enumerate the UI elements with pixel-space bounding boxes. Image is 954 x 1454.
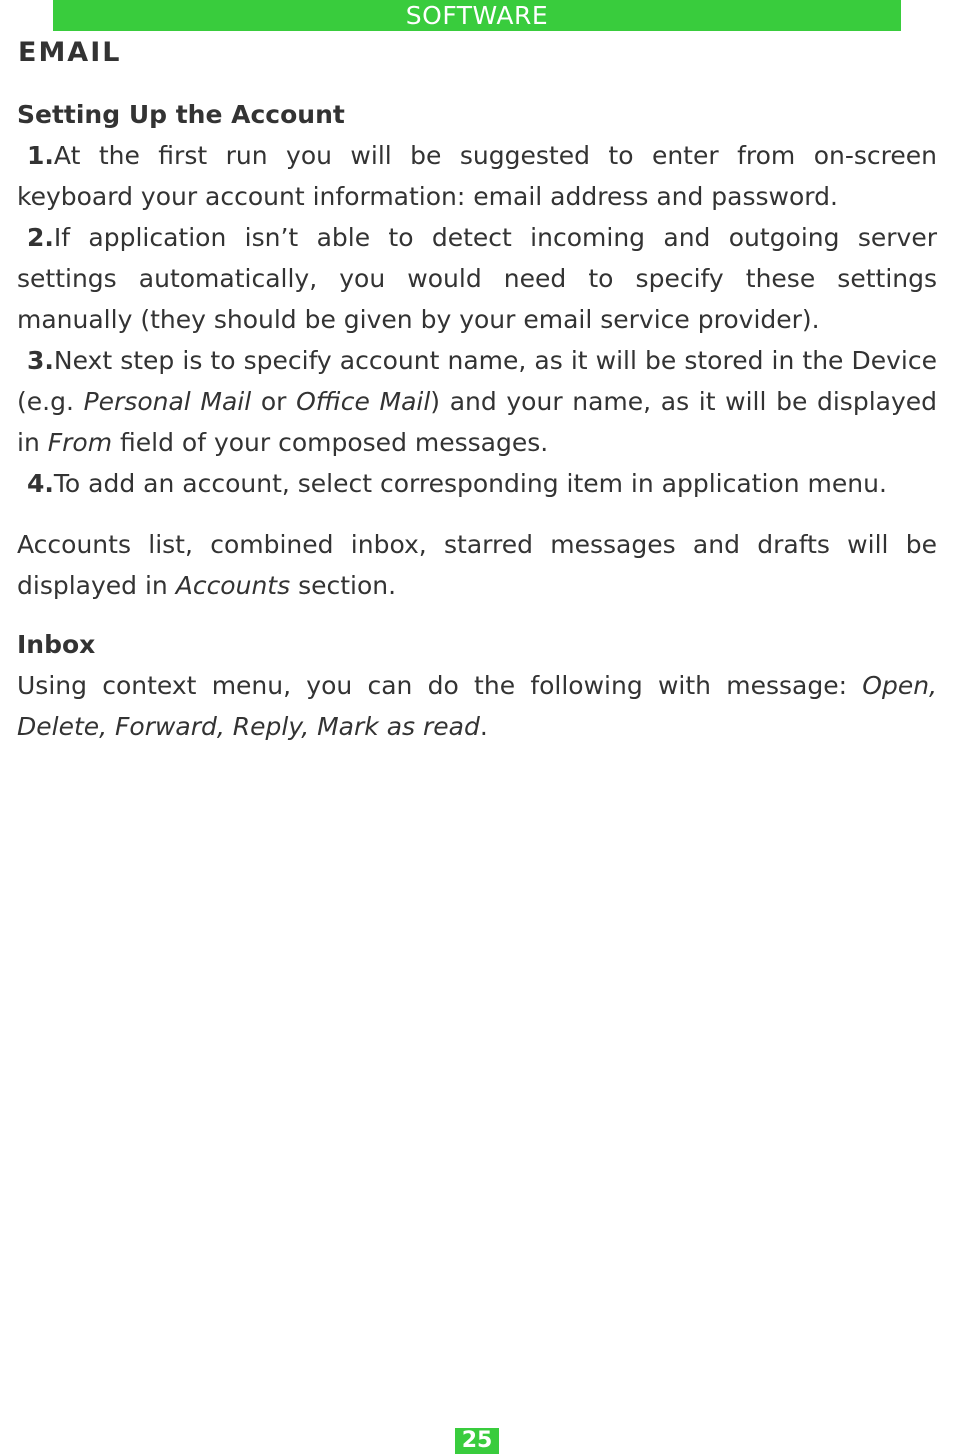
list-item <box>17 135 937 217</box>
note-text: section. <box>290 571 397 600</box>
inbox-actions: Open, Delete, Forward, Reply, Mark as read <box>17 671 937 741</box>
step-text: Next step is to specify account name, as it will be stored in the Device (e.g. <box>17 346 937 416</box>
note-text: Accounts list, combined inbox, starred messages and drafts will be displayed in <box>17 530 937 600</box>
example-personal-mail: Personal Mail <box>83 387 252 416</box>
setup-heading: Setting Up the Account <box>17 100 345 129</box>
inbox-heading: Inbox <box>17 630 96 659</box>
step-number: 2. <box>27 223 54 252</box>
section-title: EMAIL <box>18 37 122 68</box>
step-text: At the first run you will be suggested to enter from on-screen keyboard your account information: email address and password. <box>17 141 937 211</box>
step-number: 4. <box>27 469 54 498</box>
step-text: ) and your name, as it will be displayed in <box>17 387 938 457</box>
inbox-paragraph <box>17 665 937 747</box>
step-text: field of your composed messages. <box>112 428 549 457</box>
step-text: or <box>251 387 297 416</box>
from-field-name: From <box>47 428 113 457</box>
running-header: SOFTWARE <box>53 0 901 31</box>
inbox-text: Using context menu, you can do the following with message: <box>17 671 863 700</box>
step-number: 1. <box>27 141 54 170</box>
setup-steps-list <box>17 135 937 504</box>
page-number: 25 <box>455 1428 499 1454</box>
step-number: 3. <box>27 346 54 375</box>
list-item <box>17 217 937 340</box>
list-item <box>17 463 937 504</box>
accounts-note <box>17 524 937 606</box>
example-office-mail: Office Mail <box>296 387 431 416</box>
inbox-text-end: . <box>479 712 488 741</box>
step-text: If application isn’t able to detect incoming and outgoing server settings automatically, you would need to specify these settings manually (they should be given by your email service provider). <box>17 223 937 334</box>
step-text: To add an account, select corresponding item in application menu. <box>53 469 887 498</box>
list-item <box>17 340 937 463</box>
page-content <box>17 94 937 747</box>
accounts-section-name: Accounts <box>175 571 291 600</box>
